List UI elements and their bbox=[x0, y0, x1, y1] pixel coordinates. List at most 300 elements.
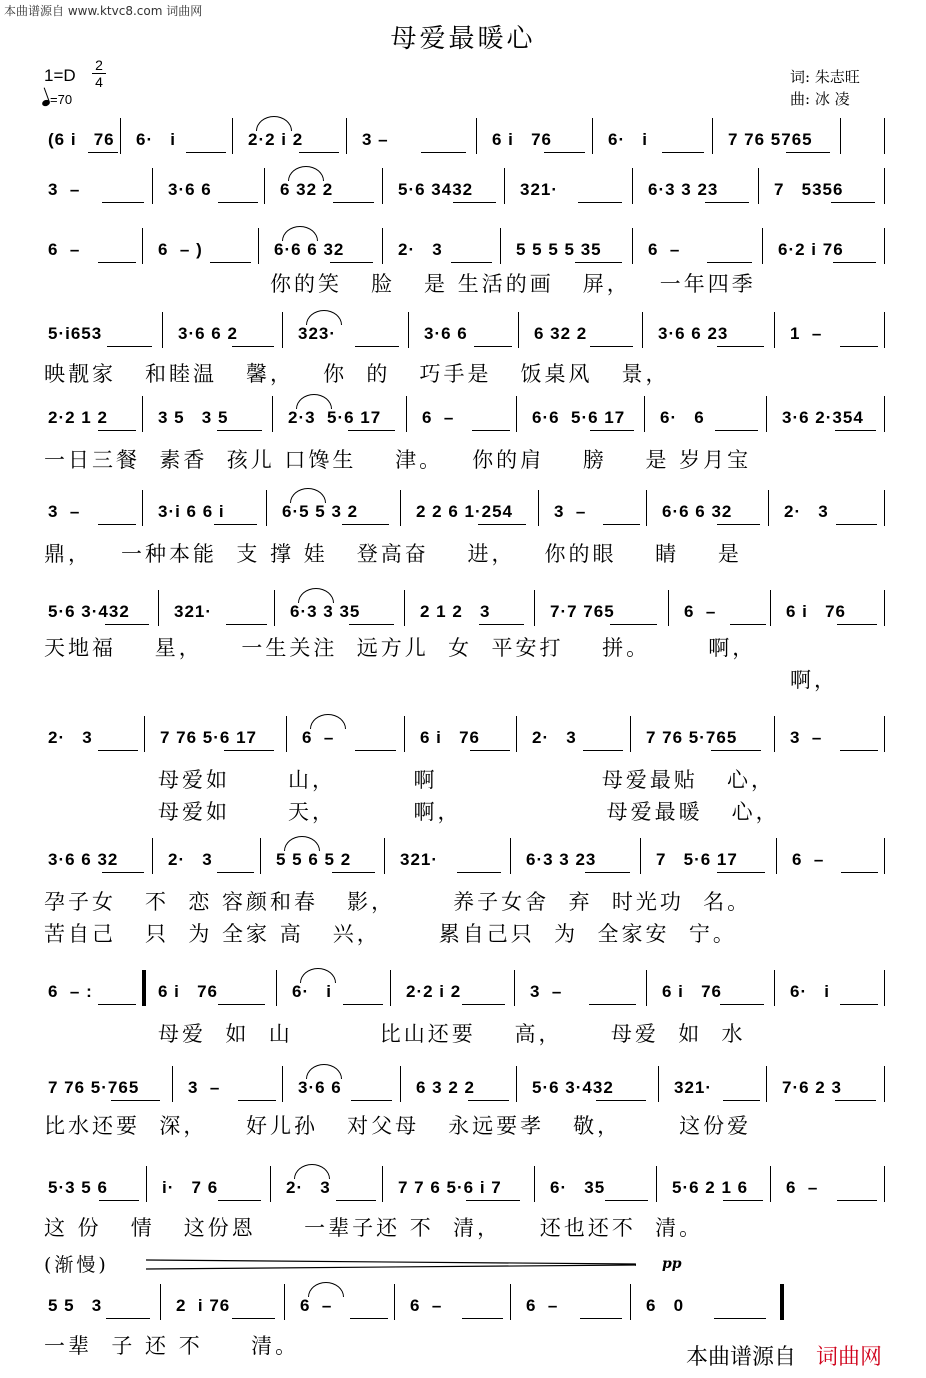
measure-notes: 6 0 bbox=[646, 1296, 685, 1315]
measure-notes: 6 32 2 bbox=[280, 180, 334, 199]
lyric-line: 一辈 子 还 不 清。 bbox=[44, 1334, 300, 1358]
score-row bbox=[36, 838, 896, 878]
beam-underline bbox=[836, 524, 877, 525]
measure-notes: 3·6 6 2 bbox=[178, 324, 238, 343]
measure-notes: 2· 3 bbox=[286, 1178, 331, 1197]
beam-underline bbox=[578, 202, 623, 203]
bar-line bbox=[276, 970, 277, 1006]
beam-underline bbox=[468, 1100, 509, 1101]
measure-notes: 6 i 76 bbox=[158, 982, 218, 1001]
bar-line bbox=[884, 396, 885, 432]
beam-underline bbox=[833, 262, 876, 263]
bar-line bbox=[840, 118, 841, 154]
beam-underline bbox=[472, 430, 511, 431]
measure-notes: 6·3 3 23 bbox=[526, 850, 597, 869]
bar-line bbox=[658, 1066, 659, 1102]
bar-line bbox=[514, 970, 515, 1006]
bar-line bbox=[158, 590, 159, 626]
beam-underline bbox=[720, 1004, 765, 1005]
song-title: 母爱最暖心 bbox=[390, 24, 536, 54]
bar-line bbox=[884, 312, 885, 348]
bar-line bbox=[504, 168, 505, 204]
beam-underline bbox=[479, 624, 525, 625]
beam-underline bbox=[343, 1004, 383, 1005]
credits bbox=[790, 66, 860, 110]
measure-notes: 6· i bbox=[292, 982, 333, 1001]
bar-line bbox=[884, 118, 885, 154]
score-row bbox=[36, 1166, 896, 1206]
beam-underline bbox=[723, 1100, 761, 1101]
beam-underline bbox=[98, 430, 137, 431]
beam-underline bbox=[186, 152, 225, 153]
bar-line bbox=[510, 1284, 511, 1320]
measure-notes: 6 – bbox=[48, 240, 81, 259]
bar-line bbox=[406, 396, 407, 432]
bar-line bbox=[142, 396, 143, 432]
bar-line bbox=[534, 590, 535, 626]
measure-notes: 3 – bbox=[554, 502, 587, 521]
beam-underline bbox=[462, 1004, 505, 1005]
bar-line bbox=[646, 970, 647, 1006]
beam-underline bbox=[705, 202, 749, 203]
measure-notes: 6· i bbox=[790, 982, 831, 1001]
score-row bbox=[36, 590, 896, 630]
measure-notes: 3 5 3 5 bbox=[158, 408, 229, 427]
bar-line bbox=[884, 838, 885, 874]
beam-underline bbox=[786, 152, 831, 153]
beam-underline bbox=[336, 1200, 375, 1201]
bar-line bbox=[172, 1066, 173, 1102]
beam-underline bbox=[662, 152, 704, 153]
beam-underline bbox=[88, 152, 119, 153]
bar-line bbox=[390, 970, 391, 1006]
slur-arc bbox=[282, 226, 318, 241]
beam-underline bbox=[355, 346, 399, 347]
bar-line bbox=[884, 590, 885, 626]
bar-line bbox=[538, 490, 539, 526]
measure-notes: 6 i 76 bbox=[786, 602, 846, 621]
measure-notes: 5·3 5 6 bbox=[48, 1178, 108, 1197]
beam-underline bbox=[355, 750, 396, 751]
beam-underline bbox=[350, 1318, 389, 1319]
measure-notes: 6· 6 bbox=[660, 408, 705, 427]
measure-notes: 1 – bbox=[790, 324, 823, 343]
measure-notes: 2 i 76 bbox=[176, 1296, 231, 1315]
tempo-change-marking: (渐慢) bbox=[44, 1254, 109, 1276]
measure-notes: 6 – bbox=[300, 1296, 333, 1315]
bar-line bbox=[264, 168, 265, 204]
bar-line bbox=[146, 1166, 147, 1202]
lyric-line: 母爱如 山， 啊 母爱最贴 心， bbox=[158, 768, 775, 792]
measure-notes: 7 5356 bbox=[774, 180, 844, 199]
measure-notes: 2·3 5·6 17 bbox=[288, 408, 382, 427]
measure-notes: 5·6 2 1 6 bbox=[672, 1178, 749, 1197]
beam-underline bbox=[837, 1200, 877, 1201]
lyric-line: 啊， bbox=[790, 668, 838, 692]
measure-notes: 6·3 3 35 bbox=[290, 602, 361, 621]
bar-line bbox=[500, 228, 501, 264]
bar-line bbox=[712, 118, 713, 154]
measure-notes: 3·6 6 32 bbox=[48, 850, 119, 869]
beam-underline bbox=[226, 624, 267, 625]
composer: 曲: 冰 凌 bbox=[790, 90, 850, 108]
beam-underline bbox=[218, 1200, 261, 1201]
bar-line bbox=[476, 118, 477, 154]
measure-notes: 2· 3 bbox=[48, 728, 93, 747]
beam-underline bbox=[332, 872, 375, 873]
bar-line bbox=[774, 716, 775, 752]
measure-notes: 3 – bbox=[188, 1078, 221, 1097]
measure-notes: 6· i bbox=[136, 130, 177, 149]
beam-underline bbox=[351, 1100, 392, 1101]
bar-line bbox=[142, 970, 146, 1006]
measure-notes: 6 – : bbox=[48, 982, 93, 1001]
bar-line bbox=[394, 1284, 395, 1320]
beam-underline bbox=[711, 750, 761, 751]
bar-line bbox=[516, 396, 517, 432]
bar-line bbox=[384, 838, 385, 874]
beam-underline bbox=[214, 524, 257, 525]
bar-line bbox=[884, 168, 885, 204]
bar-line bbox=[516, 1066, 517, 1102]
bar-line bbox=[152, 838, 153, 874]
beam-underline bbox=[217, 430, 263, 431]
beam-underline bbox=[99, 1200, 139, 1201]
bar-line bbox=[518, 312, 519, 348]
measure-notes: 7·7 765 bbox=[550, 602, 615, 621]
bar-line bbox=[346, 118, 347, 154]
bar-line bbox=[768, 490, 769, 526]
lyric-line: 孕子女 不 恋 容颜和春 影， 养子女舍 弃 时光功 名。 bbox=[44, 890, 752, 914]
beam-underline bbox=[841, 872, 879, 873]
lyric-line: 母爱如 天， 啊， 母爱最暖 心， bbox=[158, 800, 780, 824]
bar-line bbox=[766, 1066, 767, 1102]
measure-notes: 6 – bbox=[422, 408, 455, 427]
bar-line bbox=[884, 228, 885, 264]
lyric-line: 比水还要 深， 好儿孙 对父母 永远要孝 敬， 这份爱 bbox=[44, 1114, 752, 1138]
measure-notes: 7 76 5·765 bbox=[48, 1078, 140, 1097]
beam-underline bbox=[714, 1318, 767, 1319]
measure-notes: 5 5 3 bbox=[48, 1296, 103, 1315]
bar-line bbox=[630, 716, 631, 752]
measure-notes: 3 – bbox=[48, 180, 81, 199]
tempo-marking bbox=[42, 92, 72, 107]
score-row bbox=[36, 312, 896, 352]
beam-underline bbox=[590, 430, 635, 431]
beam-underline bbox=[610, 624, 657, 625]
beam-underline bbox=[717, 872, 765, 873]
measure-notes: 7 76 5765 bbox=[728, 130, 813, 149]
beam-underline bbox=[349, 624, 395, 625]
beam-underline bbox=[715, 430, 758, 431]
score-row bbox=[36, 118, 896, 158]
bar-line bbox=[408, 312, 409, 348]
bar-line bbox=[400, 490, 401, 526]
meter-bottom: 4 bbox=[95, 74, 103, 90]
slur-arc bbox=[256, 116, 292, 131]
slur-arc bbox=[298, 588, 334, 603]
beam-underline bbox=[238, 1100, 277, 1101]
bar-line bbox=[656, 1166, 657, 1202]
beam-underline bbox=[717, 524, 760, 525]
bar-line bbox=[162, 312, 163, 348]
score-row bbox=[36, 490, 896, 530]
beam-underline bbox=[451, 262, 492, 263]
bar-line bbox=[758, 168, 759, 204]
beam-underline bbox=[232, 1318, 275, 1319]
bar-line bbox=[232, 118, 233, 154]
beam-underline bbox=[232, 346, 274, 347]
beam-underline bbox=[831, 202, 875, 203]
bar-line bbox=[284, 1284, 285, 1320]
lyric-line: 天地福 星， 一生关注 远方儿 女 平安打 拼。 啊， bbox=[44, 636, 757, 660]
bar-line bbox=[884, 970, 885, 1006]
bar-line bbox=[632, 228, 633, 264]
measure-notes: 6·2 i 76 bbox=[778, 240, 844, 259]
beam-underline bbox=[453, 202, 496, 203]
bar-line bbox=[266, 490, 267, 526]
beam-underline bbox=[840, 346, 879, 347]
bar-line bbox=[404, 590, 405, 626]
bar-line bbox=[642, 312, 643, 348]
beam-underline bbox=[107, 346, 153, 347]
slur-arc bbox=[306, 310, 342, 325]
measure-notes: 6 3 2 2 bbox=[416, 1078, 475, 1097]
bar-line bbox=[144, 716, 145, 752]
measure-notes: (6 i 76 bbox=[48, 130, 115, 149]
lyric-line: 你的笑 脸 是 生活的画 屏， 一年四季 bbox=[270, 272, 756, 296]
bar-line bbox=[646, 490, 647, 526]
lyric-line: 鼎， 一种本能 支 撑 娃 登高奋 进， 你的眼 睛 是 bbox=[44, 542, 742, 566]
beam-underline bbox=[596, 1100, 646, 1101]
bar-line bbox=[272, 396, 273, 432]
beam-underline bbox=[102, 202, 144, 203]
beam-underline bbox=[348, 430, 395, 431]
measure-notes: 3 – bbox=[530, 982, 563, 1001]
beam-underline bbox=[590, 346, 633, 347]
beam-underline bbox=[210, 262, 251, 263]
measure-notes: 7 76 5·6 17 bbox=[160, 728, 258, 747]
measure-notes: 3·6 6 bbox=[424, 324, 468, 343]
beam-underline bbox=[583, 750, 623, 751]
measure-notes: 6·6 6 32 bbox=[662, 502, 733, 521]
bar-line bbox=[640, 838, 641, 874]
bar-line bbox=[382, 168, 383, 204]
measure-notes: 3·6 6 23 bbox=[658, 324, 729, 343]
bar-line bbox=[774, 970, 775, 1006]
bar-line bbox=[142, 490, 143, 526]
measure-notes: 5 5 5 5 35 bbox=[516, 240, 602, 259]
measure-notes: 3·6 6 bbox=[298, 1078, 342, 1097]
slur-arc bbox=[308, 1282, 344, 1297]
bar-line bbox=[780, 1284, 784, 1320]
beam-underline bbox=[330, 262, 373, 263]
key-signature: 1=D bbox=[44, 66, 76, 85]
footer-credit bbox=[686, 1340, 882, 1371]
bar-line bbox=[884, 490, 885, 526]
beam-underline bbox=[457, 872, 501, 873]
beam-underline bbox=[105, 624, 149, 625]
bar-line bbox=[884, 1066, 885, 1102]
bar-line bbox=[270, 1166, 271, 1202]
measure-notes: 3·6 2·354 bbox=[782, 408, 864, 427]
bar-line bbox=[152, 168, 153, 204]
lyric-line: 一日三餐 素香 孩儿 口馋生 津。 你的肩 膀 是 岁月宝 bbox=[44, 448, 752, 472]
measure-notes: 6·3 3 23 bbox=[648, 180, 719, 199]
measure-notes: 5 5 6 5 2 bbox=[276, 850, 352, 869]
beam-underline bbox=[474, 346, 513, 347]
measure-notes: 321· bbox=[174, 602, 213, 621]
bar-line bbox=[632, 168, 633, 204]
beam-underline bbox=[106, 1318, 151, 1319]
measure-notes: 3 – bbox=[48, 502, 81, 521]
measure-notes: 6 – bbox=[786, 1178, 819, 1197]
score-row bbox=[36, 970, 896, 1010]
score-row bbox=[36, 716, 896, 756]
score-row bbox=[36, 168, 896, 208]
measure-notes: 5·i653 bbox=[48, 324, 103, 343]
beam-underline bbox=[218, 202, 257, 203]
bar-line bbox=[644, 396, 645, 432]
dynamic-pp: pp bbox=[662, 1256, 682, 1272]
beam-underline bbox=[478, 524, 526, 525]
measure-notes: 6·6 6 32 bbox=[274, 240, 345, 259]
measure-notes: 7 76 5·765 bbox=[646, 728, 738, 747]
score-row bbox=[36, 1066, 896, 1106]
measure-notes: 2· 3 bbox=[398, 240, 443, 259]
slur-arc bbox=[296, 394, 332, 409]
bar-line bbox=[592, 118, 593, 154]
measure-notes: 5·6 3·432 bbox=[532, 1078, 614, 1097]
bar-line bbox=[120, 118, 121, 154]
measure-notes: 6· i bbox=[608, 130, 649, 149]
measure-notes: 2·2 i 2 bbox=[248, 130, 304, 149]
measure-notes: 5·6 3·432 bbox=[48, 602, 130, 621]
footer-source: 本曲谱源自 bbox=[686, 1345, 797, 1370]
bar-line bbox=[884, 1166, 885, 1202]
beam-underline bbox=[730, 624, 766, 625]
beam-underline bbox=[102, 872, 144, 873]
beam-underline bbox=[717, 346, 763, 347]
lyric-line: 苦自己 只 为 全家 高 兴， 累自己只 为 全家安 宁。 bbox=[44, 922, 737, 946]
measure-notes: 2· 3 bbox=[168, 850, 213, 869]
footer-site-logo[interactable]: 词曲网 bbox=[816, 1345, 883, 1370]
beam-underline bbox=[98, 1004, 137, 1005]
measure-notes: 3 – bbox=[790, 728, 823, 747]
measure-notes: 6 – ) bbox=[158, 240, 203, 259]
beam-underline bbox=[835, 1100, 876, 1101]
measure-notes: 3·i 6 6 i bbox=[158, 502, 225, 521]
beam-underline bbox=[462, 1318, 503, 1319]
measure-notes: i· 7 6 bbox=[162, 1178, 219, 1197]
beam-underline bbox=[333, 202, 374, 203]
slur-arc bbox=[288, 166, 324, 181]
beam-underline bbox=[840, 750, 879, 751]
slur-arc bbox=[290, 488, 326, 503]
beam-underline bbox=[217, 872, 255, 873]
measure-notes: 321· bbox=[520, 180, 559, 199]
slur-arc bbox=[300, 968, 336, 983]
source-watermark: 本曲谱源自 www.ktvc8.com 词曲网 bbox=[4, 4, 203, 18]
measure-notes: 321· bbox=[674, 1078, 713, 1097]
lyric-line: 母爱 如 山 比山还要 高， 母爱 如 水 bbox=[158, 1022, 746, 1046]
bar-line bbox=[382, 228, 383, 264]
tempo-value: =70 bbox=[50, 92, 73, 107]
bar-line bbox=[774, 312, 775, 348]
beam-underline bbox=[98, 750, 137, 751]
bar-line bbox=[630, 1284, 631, 1320]
bar-line bbox=[516, 716, 517, 752]
bar-line bbox=[404, 716, 405, 752]
measure-notes: 6 32 2 bbox=[534, 324, 588, 343]
bar-line bbox=[400, 1066, 401, 1102]
bar-line bbox=[776, 838, 777, 874]
measure-notes: 321· bbox=[400, 850, 439, 869]
decrescendo-hairpin bbox=[146, 1258, 636, 1272]
measure-notes: 6·6 5·6 17 bbox=[532, 408, 626, 427]
measure-notes: 6 i 76 bbox=[492, 130, 552, 149]
bar-line bbox=[884, 716, 885, 752]
beam-underline bbox=[840, 1004, 879, 1005]
score-row bbox=[36, 396, 896, 436]
beam-underline bbox=[580, 1318, 622, 1319]
beam-underline bbox=[98, 262, 137, 263]
beam-underline bbox=[723, 1200, 763, 1201]
score-row bbox=[36, 1284, 896, 1324]
bar-line bbox=[534, 1166, 535, 1202]
bar-line bbox=[260, 838, 261, 874]
measure-notes: 323· bbox=[298, 324, 337, 343]
beam-underline bbox=[575, 262, 621, 263]
bar-line bbox=[282, 312, 283, 348]
beam-underline bbox=[605, 1200, 648, 1201]
beam-underline bbox=[835, 430, 876, 431]
beam-underline bbox=[603, 524, 641, 525]
beam-underline bbox=[111, 1100, 160, 1101]
slur-arc bbox=[310, 714, 346, 729]
beam-underline bbox=[342, 524, 389, 525]
time-signature bbox=[92, 58, 106, 89]
measure-notes: 2· 3 bbox=[532, 728, 577, 747]
measure-notes: 3·6 6 bbox=[168, 180, 212, 199]
measure-notes: 2· 3 bbox=[784, 502, 829, 521]
beam-underline bbox=[299, 152, 339, 153]
measure-notes: 6 i 76 bbox=[662, 982, 722, 1001]
measure-notes: 7·6 2 3 bbox=[782, 1078, 842, 1097]
beam-underline bbox=[707, 262, 753, 263]
beam-underline bbox=[589, 1004, 635, 1005]
beam-underline bbox=[421, 152, 467, 153]
lyric-line: 映靓家 和睦温 馨， 你 的 巧手是 饭桌风 景， bbox=[44, 362, 670, 386]
measure-notes: 2·2 1 2 bbox=[48, 408, 108, 427]
bar-line bbox=[766, 396, 767, 432]
measure-notes: 6· 35 bbox=[550, 1178, 606, 1197]
bar-line bbox=[510, 838, 511, 874]
measure-notes: 2 2 6 1·254 bbox=[416, 502, 514, 521]
measure-notes: 7 7 6 5·6 i 7 bbox=[398, 1178, 502, 1197]
measure-notes: 3 – bbox=[362, 130, 389, 149]
measure-notes: 2 1 2 3 bbox=[420, 602, 491, 621]
bar-line bbox=[382, 1166, 383, 1202]
slur-arc bbox=[284, 836, 320, 851]
bar-line bbox=[160, 1284, 161, 1320]
bar-line bbox=[762, 228, 763, 264]
slur-arc bbox=[294, 1164, 330, 1179]
measure-notes: 6·5 5 3 2 bbox=[282, 502, 359, 521]
measure-notes: 6 – bbox=[302, 728, 335, 747]
beam-underline bbox=[218, 1004, 265, 1005]
beam-underline bbox=[98, 524, 137, 525]
